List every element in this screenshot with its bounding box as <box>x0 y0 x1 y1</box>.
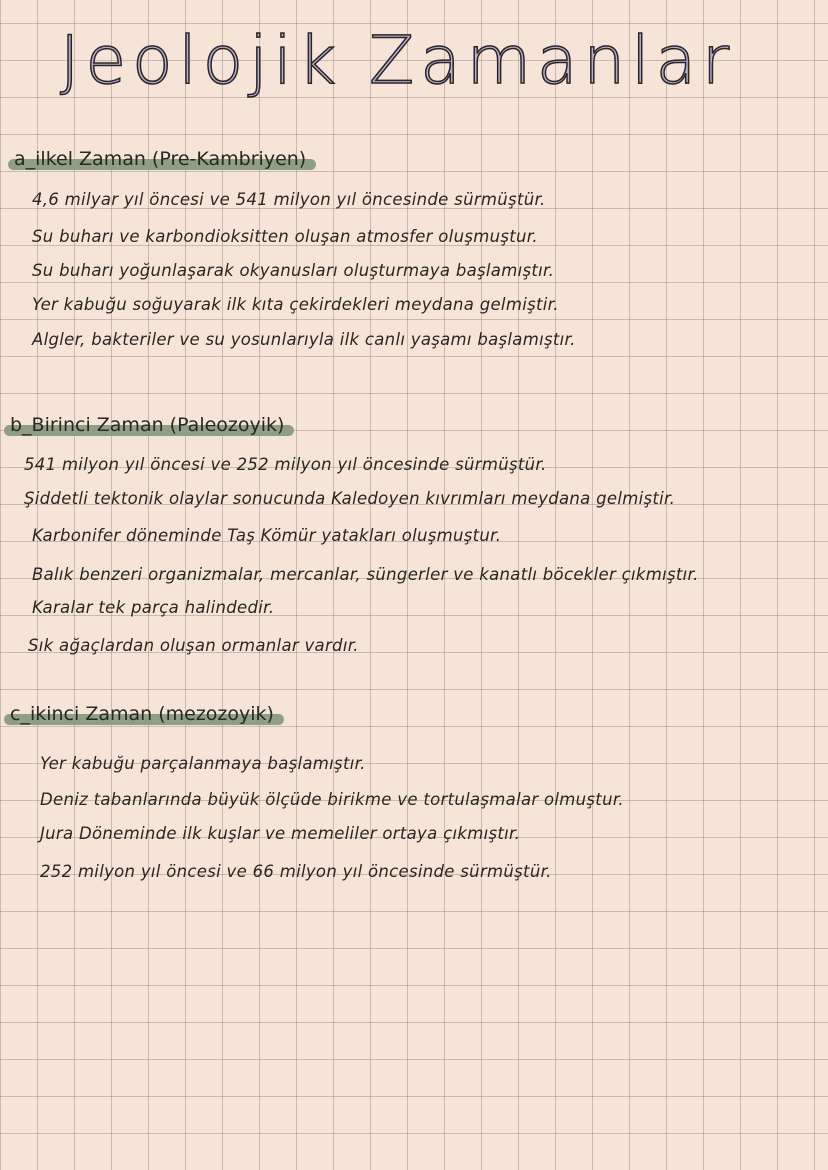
note-line: Karbonifer döneminde Taş Kömür yatakları oluşmuştur. <box>32 526 502 545</box>
note-line: Algler, bakteriler ve su yosunlarıyla ilk canlı yaşamı başlamıştır. <box>32 330 576 349</box>
note-line: 4,6 milyar yıl öncesi ve 541 milyon yıl öncesinde sürmüştür. <box>32 190 546 209</box>
note-line: Jura Döneminde ilk kuşlar ve memeliler ortaya çıkmıştır. <box>40 824 521 843</box>
section-heading-c <box>4 703 284 725</box>
note-line: 252 milyon yıl öncesi ve 66 milyon yıl öncesinde sürmüştür. <box>40 862 552 881</box>
note-line: Balık benzeri organizmalar, mercanlar, süngerler ve kanatlı böcekler çıkmıştır. <box>32 565 699 584</box>
note-line: Şiddetli tektonik olaylar sonucunda Kaledoyen kıvrımları meydana gelmiştir. <box>24 489 676 508</box>
page-title: Jeolojik Zamanlar <box>60 22 736 99</box>
section-heading-b <box>4 414 294 436</box>
note-line: Karalar tek parça halindedir. <box>32 598 275 617</box>
heading-text: a_ilkel Zaman (Pre-Kambriyen) <box>14 148 307 170</box>
heading-text: c_ikinci Zaman (mezozoyik) <box>10 703 274 725</box>
section-heading-a <box>8 148 316 170</box>
note-line: Yer kabuğu soğuyarak ilk kıta çekirdekleri meydana gelmiştir. <box>32 295 559 314</box>
note-line: Deniz tabanlarında büyük ölçüde birikme ve tortulaşmalar olmuştur. <box>40 790 624 809</box>
note-line: 541 milyon yıl öncesi ve 252 milyon yıl öncesinde sürmüştür. <box>24 455 547 474</box>
note-line: Su buharı yoğunlaşarak okyanusları oluşturmaya başlamıştır. <box>32 261 555 280</box>
note-line: Sık ağaçlardan oluşan ormanlar vardır. <box>28 636 359 655</box>
note-line: Yer kabuğu parçalanmaya başlamıştır. <box>40 754 366 773</box>
note-line: Su buharı ve karbondioksitten oluşan atmosfer oluşmuştur. <box>32 227 538 246</box>
heading-text: b_Birinci Zaman (Paleozoyik) <box>10 414 285 436</box>
